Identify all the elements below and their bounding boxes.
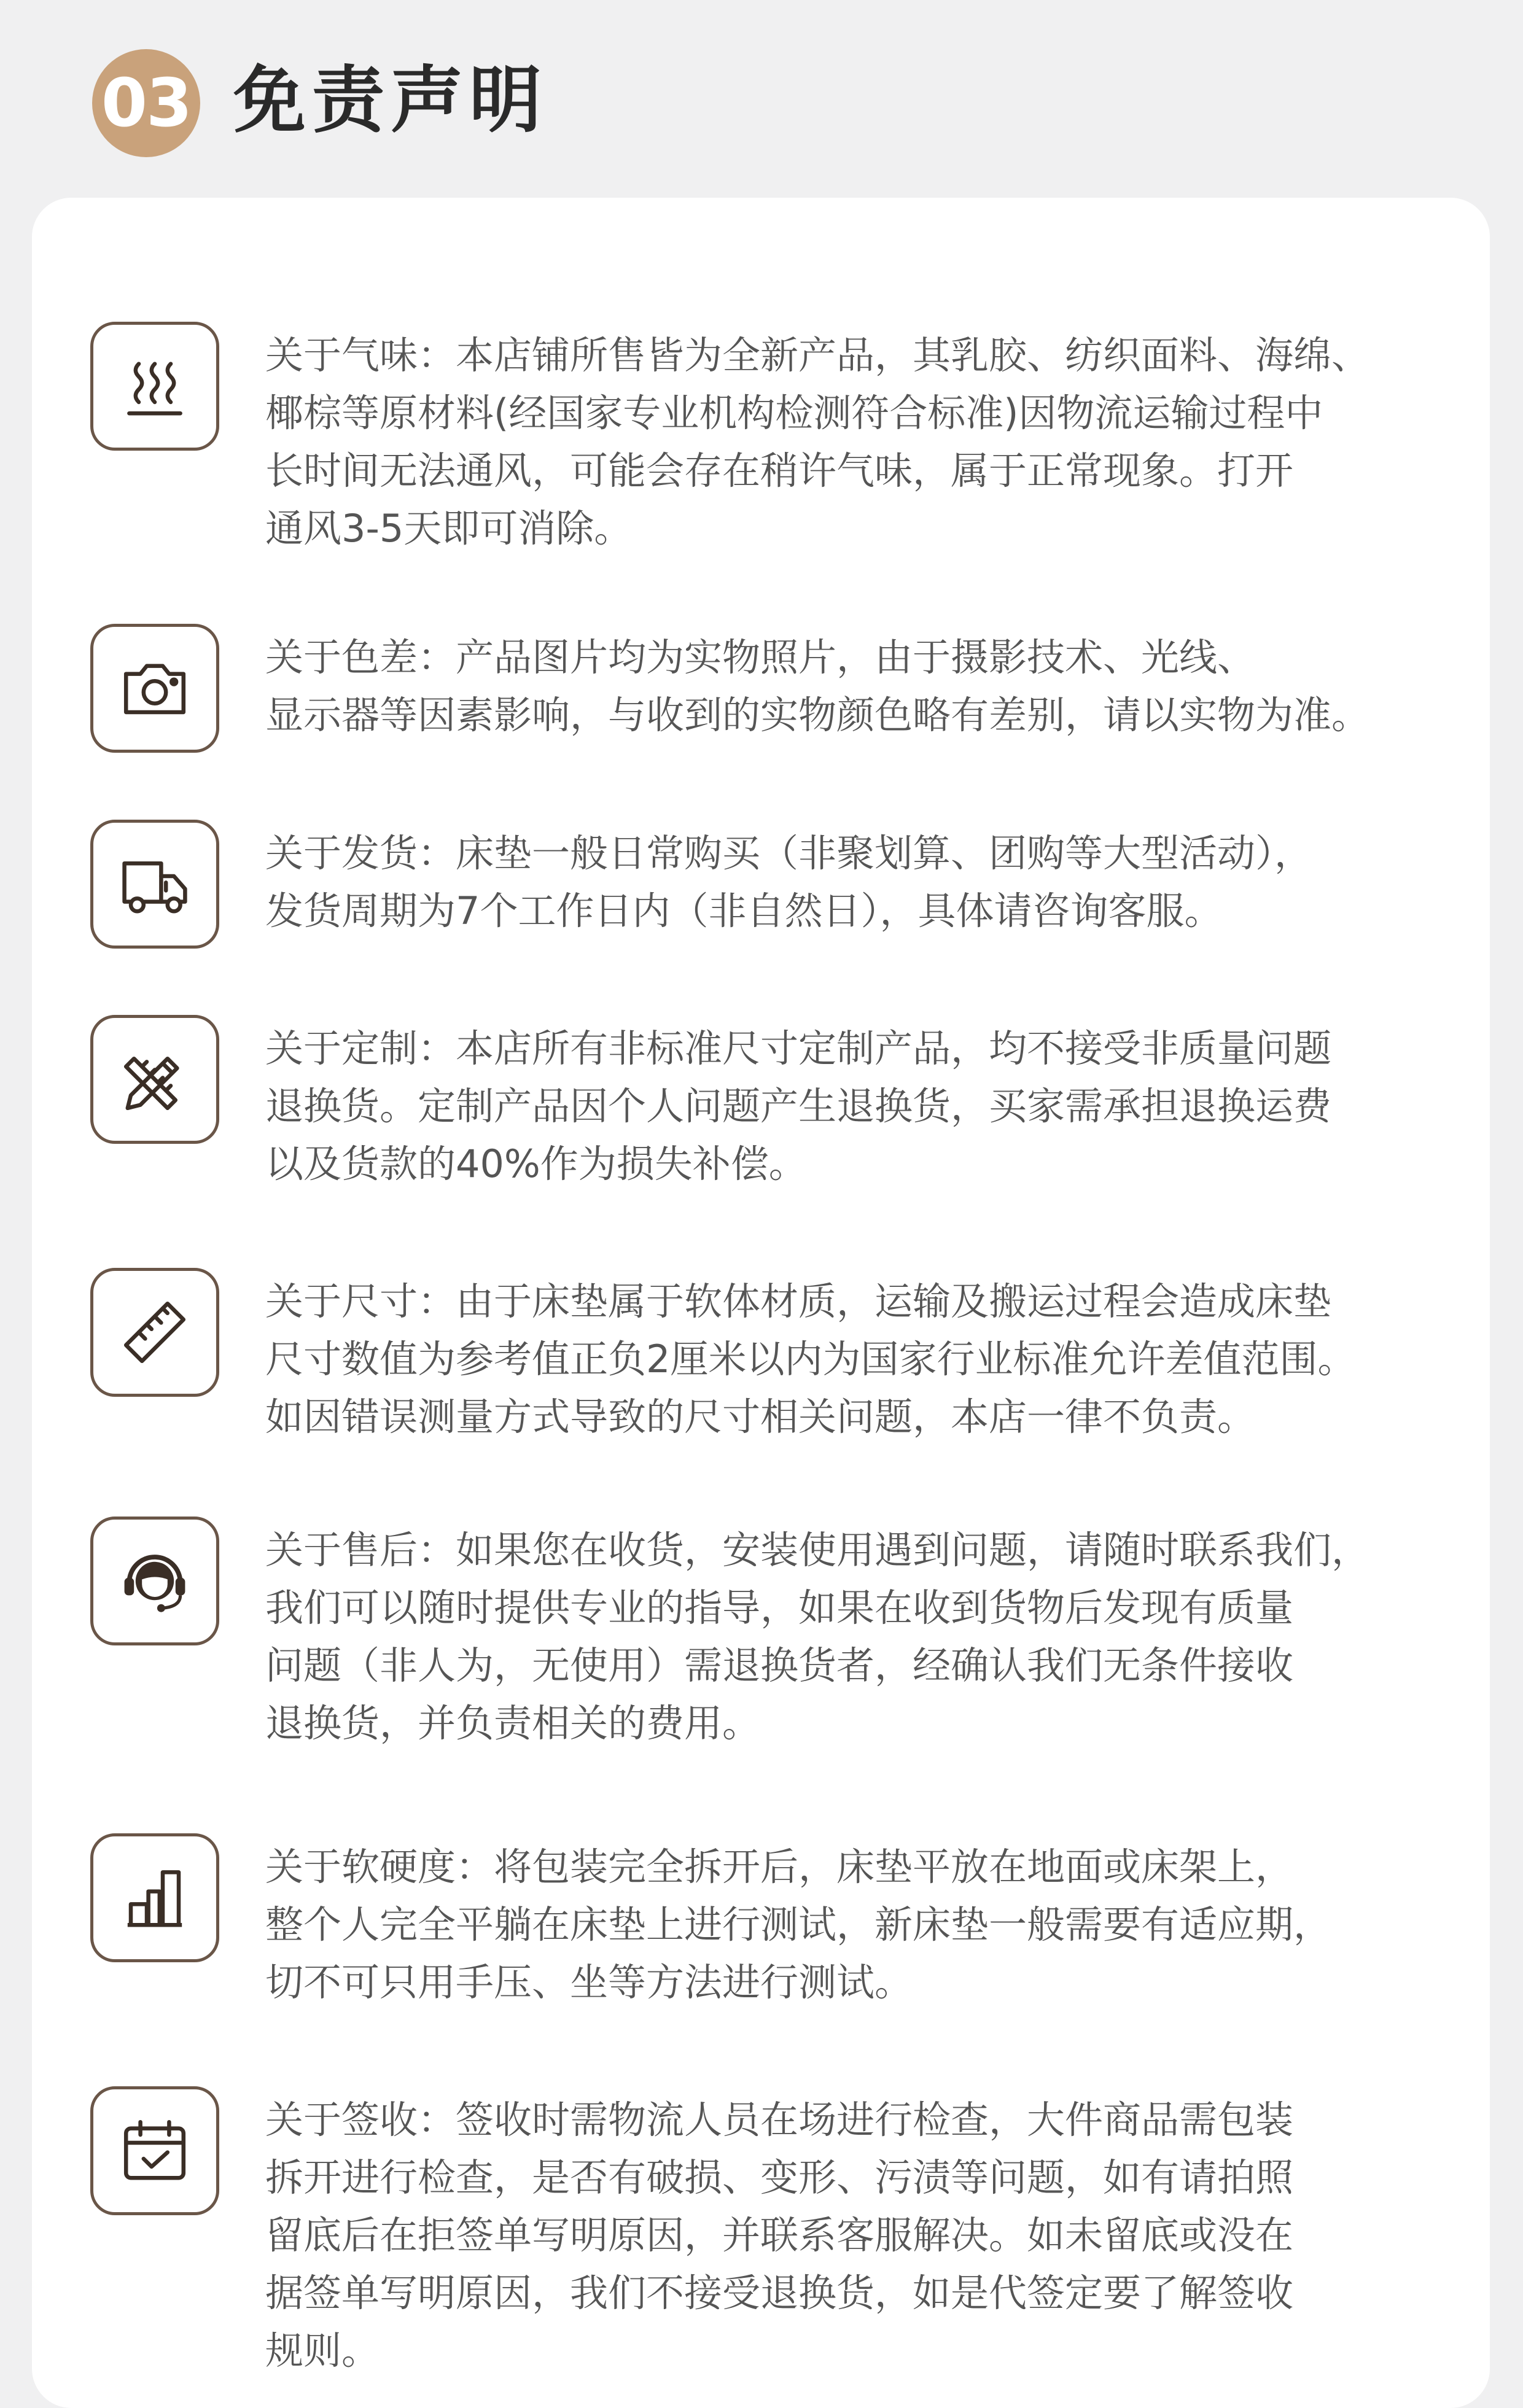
disclaimer-text: 关于尺寸：由于床垫属于软体材质，运输及搬运过程会造成床垫 尺寸数值为参考值正负2厘米以内为国家行业标准允许差值范围。 如因错误测量方式导致的尺寸相关问题，本店一律不负责。 (265, 1279, 1356, 1439)
page-title: 免责声明 (233, 58, 548, 142)
disclaimer-text: 关于发货：床垫一般日常购买（非聚划算、团购等大型活动）， 发货周期为7个工作日内（非自然日），具体请咨询客服。 (265, 831, 1313, 933)
disclaimer-text: 关于软硬度：将包装完全拆开后，床垫平放在地面或床架上， 整个人完全平躺在床垫上进行测试，新床垫一般需要有适应期， 切不可只用手压、坐等方法进行测试。 (265, 1844, 1332, 2005)
disclaimer-card (32, 198, 1490, 2408)
disclaimer-text: 关于色差：产品图片均为实物照片，由于摄影技术、光线、 显示器等因素影响，与收到的实物颜色略有差别，请以实物为准。 (265, 635, 1370, 737)
section-header (0, 0, 1523, 196)
pencil-ruler-icon (90, 1015, 219, 1144)
calendar-check-icon (90, 2086, 219, 2215)
disclaimer-text: 关于气味：本店铺所售皆为全新产品，其乳胶、纺织面料、海绵、 椰棕等原材料(经国家专业机构检测符合标准)因物流运输过程中 长时间无法通风，可能会存在稍许气味，属于正常现象。打开 通风3-5天即可消除。 (265, 333, 1370, 551)
disclaimer-text: 关于定制：本店所有非标准尺寸定制产品，均不接受非质量问题 退换货。定制产品因个人问题产生退换货，买家需承担退换运费 以及货款的40%作为损失补偿。 (265, 1026, 1332, 1186)
heat-steam-icon (90, 322, 219, 451)
firmness-bar-icon (90, 1833, 219, 1962)
disclaimer-text: 关于售后：如果您在收货，安装使用遇到问题，请随时联系我们， 我们可以随时提供专业的指导，如果在收到货物后发现有质量 问题（非人为，无使用）需退换货者，经确认我们无条件接收 退换货，并负责相关的费用。 (265, 1528, 1370, 1746)
delivery-truck-icon (90, 820, 219, 949)
section-number-badge: 03 (92, 49, 200, 157)
customer-service-headset-icon (90, 1517, 219, 1645)
disclaimer-text: 关于签收：签收时需物流人员在场进行检查，大件商品需包装 拆开进行检查，是否有破损、变形、污渍等问题，如有请拍照 留底后在拒签单写明原因，并联系客服解决。如未留底或没在 据签单写明原因，我们不接受退换货，如是代签定要了解签收 规则。 (265, 2097, 1294, 2373)
camera-icon (90, 624, 219, 753)
ruler-icon (90, 1268, 219, 1397)
